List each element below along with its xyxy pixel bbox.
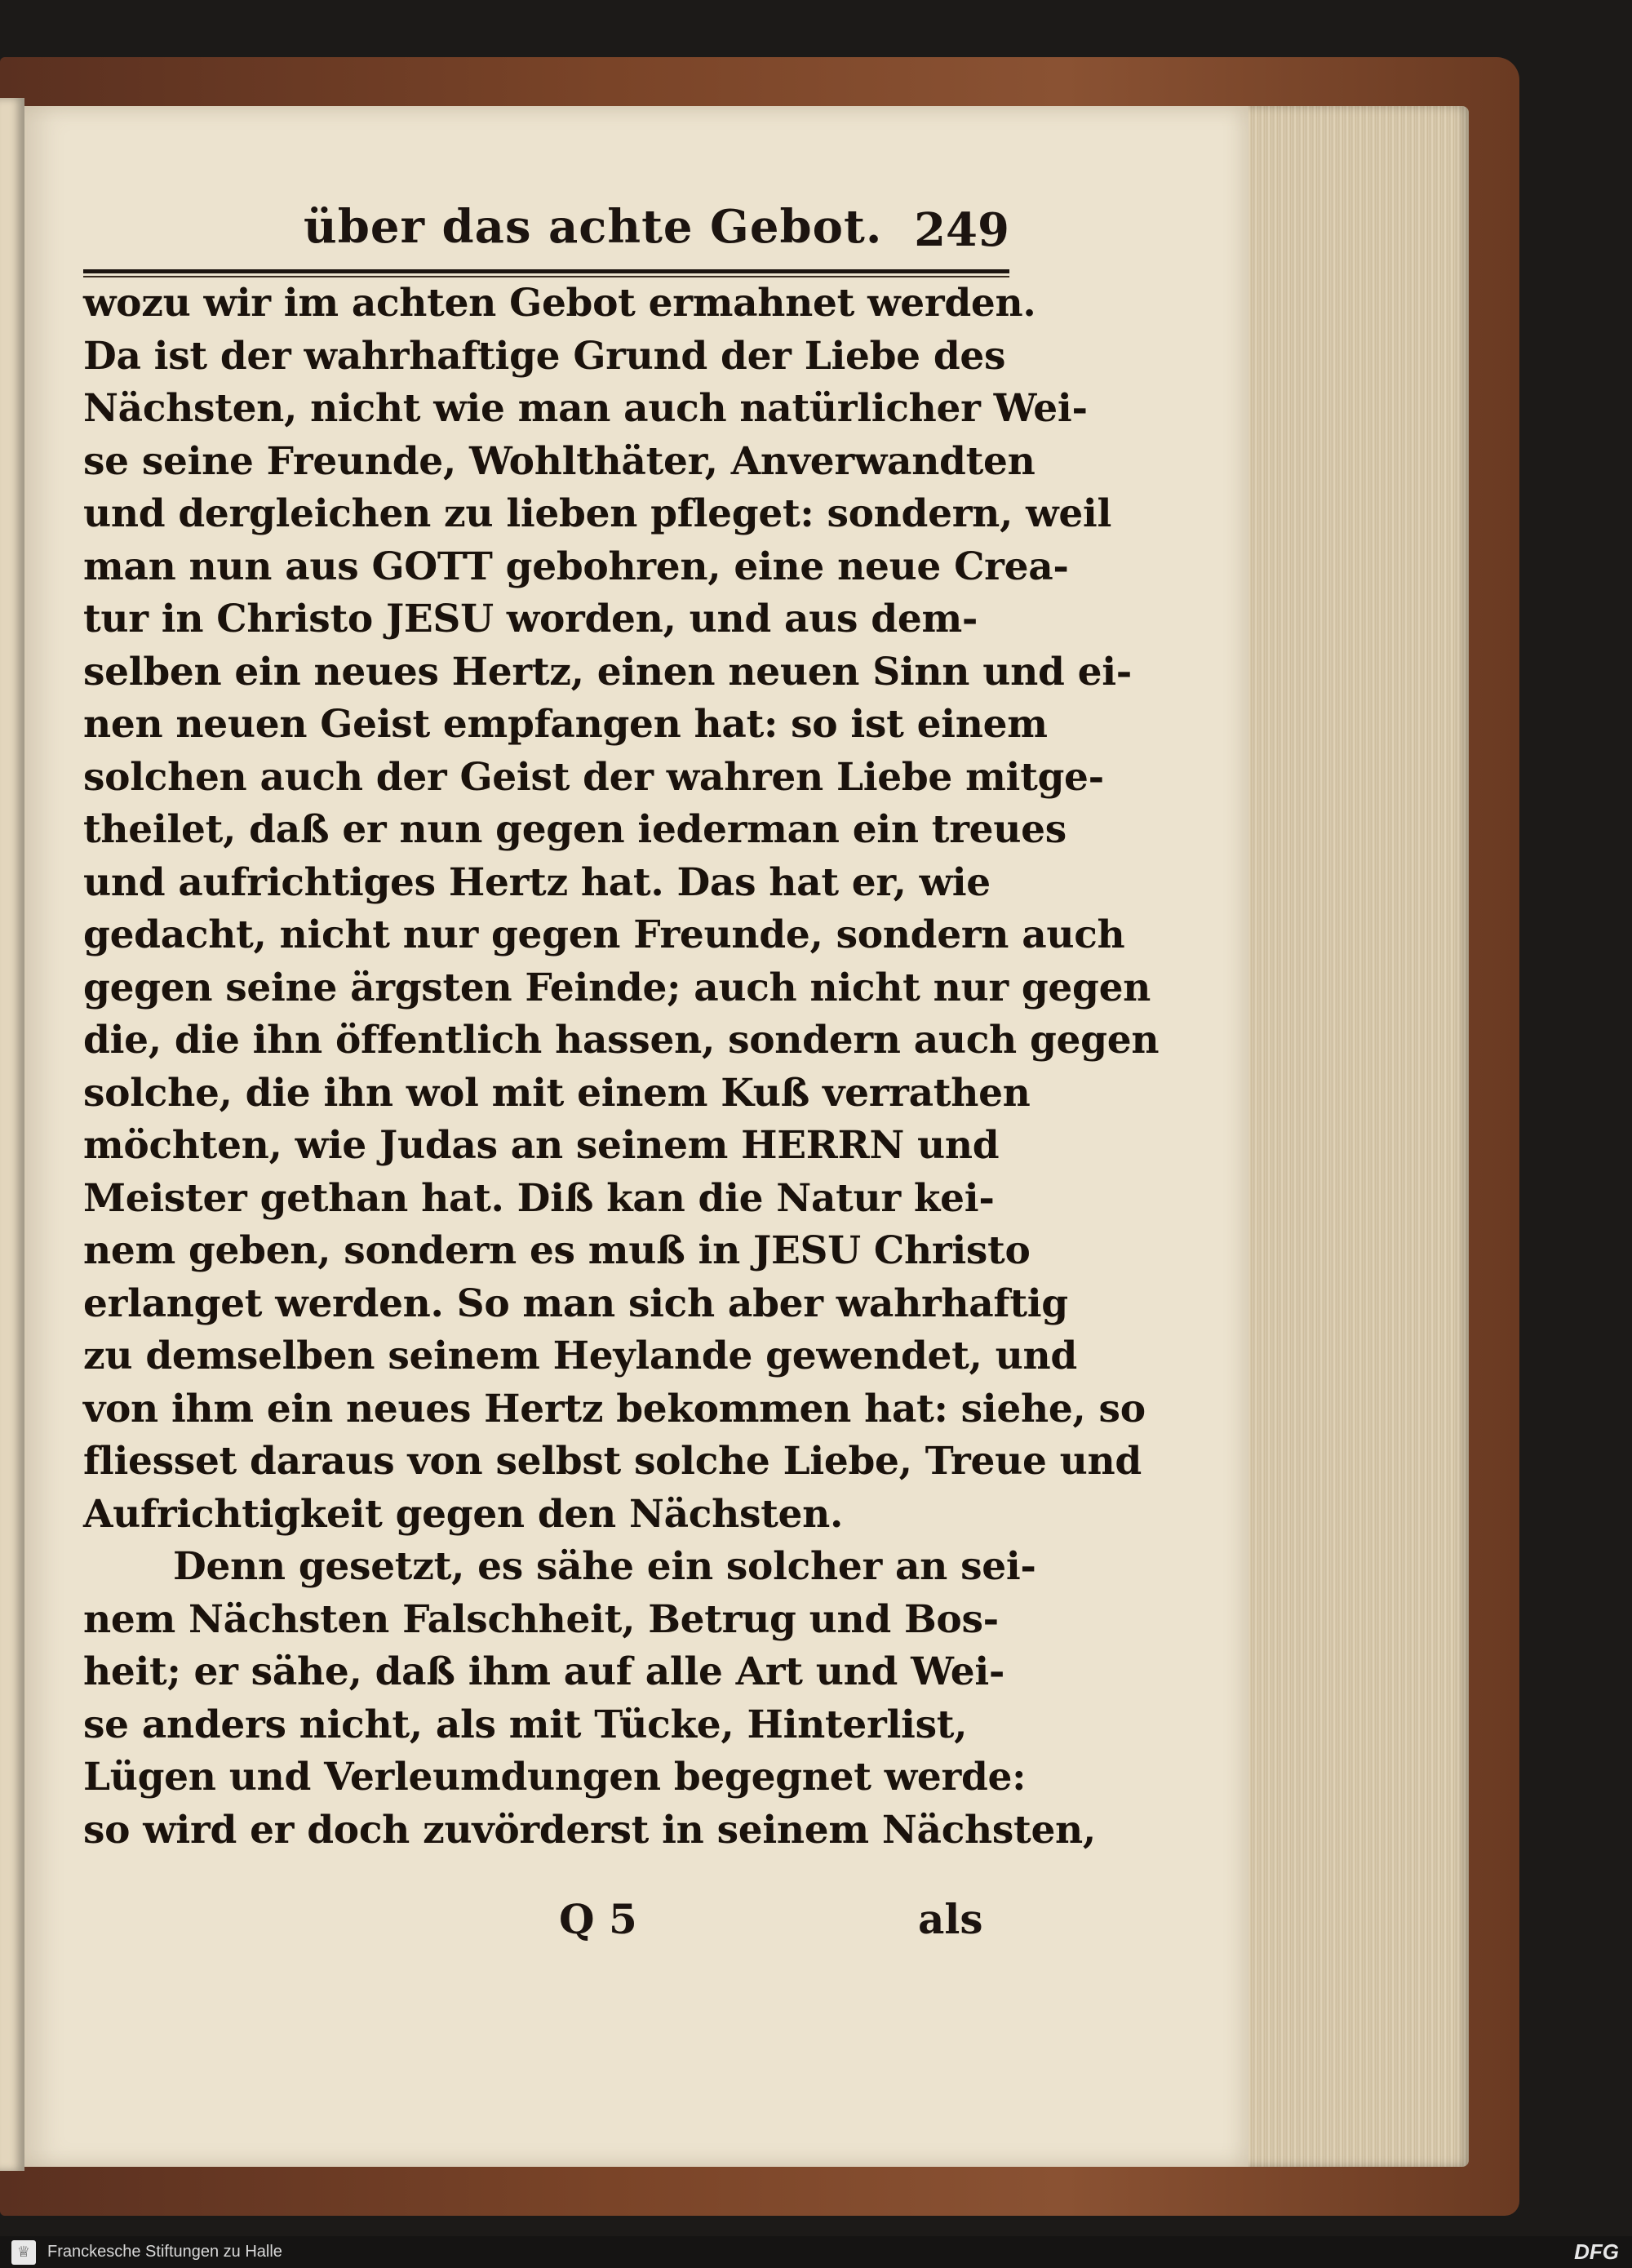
text-line: tur in Christo JESU worden, und aus dem-	[83, 597, 978, 641]
header-rule	[83, 269, 1009, 273]
text-line: und dergleichen zu lieben pfleget: sondern, weil	[83, 491, 1112, 536]
page-number: 249	[914, 203, 1009, 257]
text-line: nem geben, sondern es muß in JESU Christo	[83, 1228, 1031, 1273]
text-line: so wird er doch zuvörderst in seinem Nächsten,	[83, 1807, 1096, 1853]
text-line: fliesset daraus von selbst solche Liebe, Treue und	[83, 1439, 1142, 1484]
dfg-logo: DFG	[1574, 2239, 1619, 2264]
left-page-edge	[0, 98, 24, 2171]
text-line: solche, die ihn wol mit einem Kuß verrathen	[83, 1070, 1031, 1116]
page-header	[83, 192, 1009, 290]
page-edges	[1232, 106, 1469, 2167]
text-line: heit; er sähe, daß ihm auf alle Art und Wei-	[83, 1649, 1005, 1694]
text-line: Denn gesetzt, es sähe ein solcher an sei-	[173, 1544, 1036, 1589]
text-line: gegen seine ärgsten Feinde; auch nicht nur gegen	[83, 965, 1151, 1010]
text-line: zu demselben seinem Heylande gewendet, und	[83, 1334, 1077, 1378]
text-line: Aufrichtigkeit gegen den Nächsten.	[83, 1491, 844, 1537]
text-line: se anders nicht, als mit Tücke, Hinterlist,	[83, 1702, 968, 1747]
text-line: solchen auch der Geist der wahren Liebe mitge-	[83, 754, 1104, 800]
text-line: Nächsten, nicht wie man auch natürlicher Wei-	[83, 386, 1088, 431]
text-line: Lügen und Verleumdungen begegnet werde:	[83, 1755, 1027, 1800]
running-head: über das achte Gebot.	[304, 200, 883, 254]
text-line: und aufrichtiges Hertz hat. Das hat er, wie	[83, 859, 991, 905]
text-line: wozu wir im achten Gebot ermahnet werden.	[83, 281, 1036, 326]
text-line: nem Nächsten Falschheit, Betrug und Bos-	[83, 1596, 999, 1642]
text-line: theilet, daß er nun gegen iederman ein treues	[83, 807, 1067, 852]
text-line: gedacht, nicht nur gegen Freunde, sondern auch	[83, 912, 1125, 957]
text-line: nen neuen Geist empfangen hat: so ist einem	[83, 702, 1048, 747]
book-page	[24, 106, 1248, 2167]
catchword: als	[918, 1895, 983, 1943]
text-line: Meister gethan hat. Diß kan die Natur kei-	[83, 1175, 995, 1221]
viewer-footer	[0, 2236, 1632, 2268]
text-line: möchten, wie Judas an seinem HERRN und	[83, 1123, 1000, 1168]
signature-mark: Q 5	[559, 1895, 637, 1943]
text-line: se seine Freunde, Wohlthäter, Anverwandten	[83, 438, 1036, 484]
text-line: man nun aus GOTT gebohren, eine neue Crea-	[83, 544, 1069, 589]
text-line: selben ein neues Hertz, einen neuen Sinn und ei-	[83, 649, 1132, 695]
text-line: erlanget werden. So man sich aber wahrhaftig	[83, 1280, 1068, 1326]
body-text	[83, 277, 1160, 1857]
institution-logo-icon: ♕	[11, 2240, 36, 2265]
text-line: die, die ihn öffentlich hassen, sondern auch gegen	[83, 1018, 1160, 1063]
text-line: von ihm ein neues Hertz bekommen hat: siehe, so	[83, 1386, 1146, 1431]
institution-name: Franckesche Stiftungen zu Halle	[47, 2243, 282, 2261]
text-line: Da ist der wahrhaftige Grund der Liebe des	[83, 333, 1006, 379]
